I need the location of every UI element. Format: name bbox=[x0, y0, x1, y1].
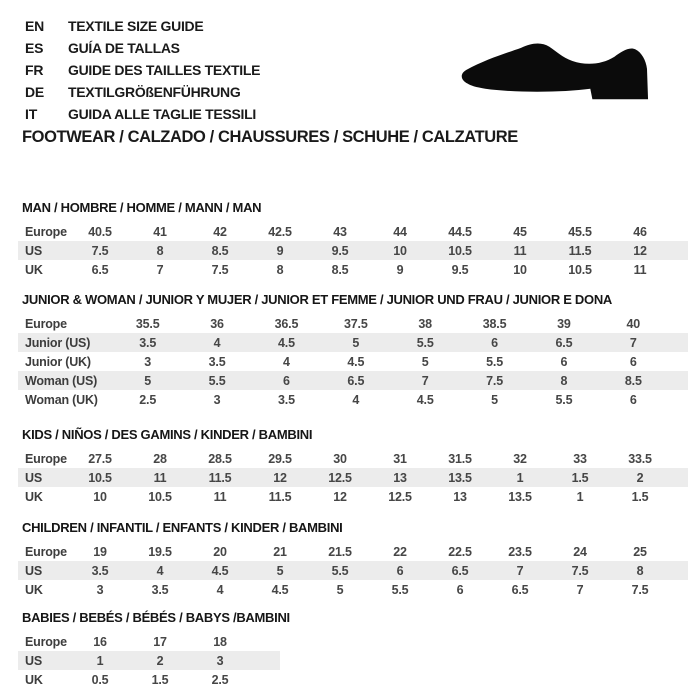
size-value: 3 bbox=[144, 354, 152, 369]
row-label: US bbox=[25, 243, 42, 258]
table-header-row bbox=[18, 542, 688, 561]
size-value: 32 bbox=[513, 451, 527, 466]
language-title: TEXTILE SIZE GUIDE bbox=[68, 18, 204, 34]
row-label: Europe bbox=[25, 451, 67, 466]
row-pad bbox=[670, 241, 688, 260]
language-code: DE bbox=[25, 84, 45, 100]
size-value: 4 bbox=[216, 582, 224, 597]
size-value: 9 bbox=[396, 262, 404, 277]
size-value: 31 bbox=[393, 451, 407, 466]
size-value: 2.5 bbox=[211, 672, 229, 687]
size-value: 3.5 bbox=[278, 392, 295, 407]
size-value: 13 bbox=[453, 489, 467, 504]
size-value: 19.5 bbox=[148, 544, 172, 559]
row-pad bbox=[250, 670, 280, 689]
row-pad bbox=[250, 632, 280, 651]
size-value: 22 bbox=[393, 544, 407, 559]
language-row-it bbox=[25, 103, 260, 125]
size-value: 10.5 bbox=[448, 243, 472, 258]
size-value: 6 bbox=[560, 354, 568, 369]
size-value: 13 bbox=[393, 470, 407, 485]
size-value: 5 bbox=[144, 373, 152, 388]
size-value: 3.5 bbox=[208, 354, 226, 369]
size-value: 8 bbox=[560, 373, 568, 388]
row-label: Europe bbox=[25, 634, 67, 649]
size-value: 10.5 bbox=[568, 262, 592, 277]
section-title-junior: JUNIOR & WOMAN / JUNIOR Y MUJER / JUNIOR ET FEMME / JUNIOR UND FRAU / JUNIOR E DONA bbox=[22, 292, 613, 307]
section-title-kids: KIDS / NIÑOS / DES GAMINS / KINDER / BAMBINI bbox=[22, 427, 313, 442]
size-value: 4 bbox=[283, 354, 290, 369]
size-section-junior bbox=[18, 292, 688, 409]
table-header-row bbox=[18, 222, 688, 241]
size-value: 45.5 bbox=[568, 224, 592, 239]
row-label: US bbox=[25, 470, 42, 485]
size-value: 42 bbox=[213, 224, 227, 239]
size-value: 12 bbox=[273, 470, 287, 485]
row-label: Europe bbox=[25, 316, 67, 331]
size-value: 4 bbox=[213, 335, 221, 350]
size-value: 6 bbox=[396, 563, 404, 578]
size-value: 6.5 bbox=[555, 335, 573, 350]
table-row bbox=[18, 333, 688, 352]
size-value: 36 bbox=[210, 316, 224, 331]
size-value: 38 bbox=[418, 316, 432, 331]
size-value: 18 bbox=[213, 634, 227, 649]
size-value: 6.5 bbox=[451, 563, 469, 578]
size-value: 3 bbox=[213, 392, 221, 407]
size-value: 11 bbox=[633, 262, 647, 277]
row-pad bbox=[250, 651, 280, 670]
language-code: FR bbox=[25, 62, 44, 78]
row-label: Europe bbox=[25, 224, 67, 239]
size-value: 6 bbox=[491, 335, 498, 350]
row-label: UK bbox=[25, 489, 43, 504]
size-value: 23.5 bbox=[508, 544, 532, 559]
row-pad bbox=[668, 352, 688, 371]
size-value: 9.5 bbox=[451, 262, 469, 277]
language-row-es bbox=[25, 37, 260, 59]
size-value: 38.5 bbox=[482, 316, 507, 331]
size-value: 16 bbox=[93, 634, 107, 649]
row-label: UK bbox=[25, 262, 43, 277]
size-value: 28 bbox=[153, 451, 167, 466]
size-value: 3 bbox=[96, 582, 104, 597]
size-value: 5.5 bbox=[331, 563, 349, 578]
table-row bbox=[18, 352, 688, 371]
size-value: 24 bbox=[573, 544, 587, 559]
language-title: GUÍA DE TALLAS bbox=[68, 40, 180, 56]
size-value: 3 bbox=[216, 653, 224, 668]
size-value: 29.5 bbox=[268, 451, 292, 466]
size-value: 8.5 bbox=[331, 262, 349, 277]
size-value: 39 bbox=[557, 316, 571, 331]
row-pad bbox=[670, 468, 688, 487]
size-value: 30 bbox=[333, 451, 347, 466]
table-row bbox=[18, 651, 280, 670]
size-value: 4.5 bbox=[271, 582, 289, 597]
size-value: 12.5 bbox=[328, 470, 352, 485]
table-header-row bbox=[18, 449, 688, 468]
size-value: 5.5 bbox=[391, 582, 409, 597]
size-value: 44.5 bbox=[448, 224, 472, 239]
row-pad bbox=[670, 580, 688, 599]
row-pad bbox=[668, 333, 688, 352]
size-value: 4 bbox=[156, 563, 164, 578]
table-row bbox=[18, 260, 688, 279]
section-title-babies: BABIES / BEBÉS / BÉBÉS / BABYS /BAMBINI bbox=[22, 610, 290, 625]
size-value: 17 bbox=[153, 634, 167, 649]
size-value: 7 bbox=[516, 563, 524, 578]
size-value: 11 bbox=[153, 470, 167, 485]
size-value: 1 bbox=[516, 470, 524, 485]
size-value: 5.5 bbox=[486, 354, 503, 369]
size-value: 4 bbox=[352, 392, 360, 407]
row-label: Junior (UK) bbox=[25, 354, 91, 369]
size-value: 4.5 bbox=[416, 392, 434, 407]
size-value: 11 bbox=[213, 489, 227, 504]
table-row bbox=[18, 670, 280, 689]
row-pad bbox=[670, 487, 688, 506]
language-title: TEXTILGRÖßENFÜHRUNG bbox=[68, 84, 241, 100]
size-value: 2.5 bbox=[139, 392, 157, 407]
size-value: 8 bbox=[636, 563, 644, 578]
size-value: 21.5 bbox=[328, 544, 352, 559]
row-label: Junior (US) bbox=[25, 335, 91, 350]
size-value: 10.5 bbox=[148, 489, 172, 504]
row-pad bbox=[670, 449, 688, 468]
size-value: 5 bbox=[336, 582, 344, 597]
size-value: 11.5 bbox=[268, 489, 292, 504]
size-section-children bbox=[18, 520, 688, 599]
row-pad bbox=[670, 260, 688, 279]
dress-shoe-icon bbox=[458, 34, 668, 110]
size-value: 9 bbox=[276, 243, 284, 258]
size-value: 10 bbox=[93, 489, 107, 504]
row-label: UK bbox=[25, 582, 43, 597]
language-row-de bbox=[25, 81, 260, 103]
table-row bbox=[18, 487, 688, 506]
size-value: 40 bbox=[626, 316, 641, 331]
row-label: US bbox=[25, 653, 42, 668]
size-value: 9.5 bbox=[331, 243, 349, 258]
size-value: 10 bbox=[513, 262, 527, 277]
size-value: 8 bbox=[276, 262, 284, 277]
table-row bbox=[18, 580, 688, 599]
category-title: FOOTWEAR / CALZADO / CHAUSSURES / SCHUHE / CALZATURE bbox=[22, 128, 518, 146]
size-value: 5 bbox=[421, 354, 429, 369]
size-value: 1 bbox=[576, 489, 584, 504]
size-value: 6 bbox=[283, 373, 290, 388]
size-value: 7 bbox=[421, 373, 429, 388]
size-value: 1.5 bbox=[571, 470, 589, 485]
size-value: 6.5 bbox=[511, 582, 529, 597]
language-code: ES bbox=[25, 40, 44, 56]
size-value: 31.5 bbox=[448, 451, 472, 466]
size-section-kids bbox=[18, 427, 688, 506]
size-value: 3.5 bbox=[91, 563, 109, 578]
size-value: 10.5 bbox=[88, 470, 112, 485]
size-value: 7.5 bbox=[571, 563, 589, 578]
size-value: 33 bbox=[573, 451, 587, 466]
size-table-man bbox=[18, 222, 688, 279]
size-value: 35.5 bbox=[135, 316, 160, 331]
language-code: IT bbox=[25, 106, 38, 122]
table-row bbox=[18, 241, 688, 260]
size-value: 3.5 bbox=[151, 582, 169, 597]
size-table-kids bbox=[18, 449, 688, 506]
size-value: 8.5 bbox=[624, 373, 642, 388]
table-row bbox=[18, 468, 688, 487]
table-header-row bbox=[18, 314, 688, 333]
size-table-babies bbox=[18, 632, 280, 689]
size-value: 6.5 bbox=[91, 262, 109, 277]
section-title-man: MAN / HOMBRE / HOMME / MANN / MAN bbox=[22, 200, 262, 215]
size-value: 6.5 bbox=[347, 373, 365, 388]
size-value: 1 bbox=[96, 653, 104, 668]
row-pad bbox=[668, 390, 688, 409]
size-value: 20 bbox=[213, 544, 227, 559]
size-value: 21 bbox=[273, 544, 287, 559]
size-value: 3.5 bbox=[139, 335, 157, 350]
row-pad bbox=[670, 542, 688, 561]
language-code: EN bbox=[25, 18, 45, 34]
size-value: 45 bbox=[513, 224, 527, 239]
size-value: 1.5 bbox=[631, 489, 649, 504]
size-value: 12 bbox=[633, 243, 647, 258]
size-value: 22.5 bbox=[448, 544, 472, 559]
row-label: Woman (UK) bbox=[25, 392, 98, 407]
table-header-row bbox=[18, 632, 280, 651]
size-value: 4.5 bbox=[278, 335, 295, 350]
size-section-man bbox=[18, 200, 688, 279]
size-value: 5.5 bbox=[208, 373, 226, 388]
row-pad bbox=[668, 314, 688, 333]
language-title: GUIDA ALLE TAGLIE TESSILI bbox=[68, 106, 256, 122]
language-title: GUIDE DES TAILLES TEXTILE bbox=[68, 62, 261, 78]
size-value: 2 bbox=[636, 470, 644, 485]
size-value: 11.5 bbox=[208, 470, 232, 485]
size-value: 44 bbox=[393, 224, 407, 239]
size-value: 5 bbox=[491, 392, 498, 407]
size-value: 43 bbox=[333, 224, 347, 239]
row-pad bbox=[670, 561, 688, 580]
language-row-fr bbox=[25, 59, 260, 81]
table-row bbox=[18, 390, 688, 409]
size-value: 6 bbox=[456, 582, 464, 597]
size-table-junior bbox=[18, 314, 688, 409]
size-value: 4.5 bbox=[347, 354, 365, 369]
size-value: 12 bbox=[333, 489, 347, 504]
size-value: 41 bbox=[153, 224, 167, 239]
size-value: 7.5 bbox=[486, 373, 503, 388]
row-label: Woman (US) bbox=[25, 373, 98, 388]
row-label: Europe bbox=[25, 544, 67, 559]
size-value: 5.5 bbox=[555, 392, 573, 407]
size-value: 46 bbox=[633, 224, 647, 239]
size-section-babies bbox=[18, 610, 290, 689]
size-value: 7 bbox=[629, 335, 637, 350]
size-value: 13.5 bbox=[448, 470, 472, 485]
size-value: 8.5 bbox=[211, 243, 229, 258]
size-value: 5 bbox=[276, 563, 284, 578]
language-title-list bbox=[25, 15, 260, 125]
size-value: 11 bbox=[513, 243, 527, 258]
size-value: 7.5 bbox=[211, 262, 229, 277]
section-title-children: CHILDREN / INFANTIL / ENFANTS / KINDER / BAMBINI bbox=[22, 520, 343, 535]
size-value: 6 bbox=[629, 354, 637, 369]
size-value: 6 bbox=[629, 392, 637, 407]
row-label: US bbox=[25, 563, 42, 578]
size-value: 27.5 bbox=[88, 451, 112, 466]
size-value: 25 bbox=[633, 544, 647, 559]
row-pad bbox=[670, 222, 688, 241]
size-value: 2 bbox=[156, 653, 164, 668]
row-pad bbox=[668, 371, 688, 390]
size-value: 10 bbox=[393, 243, 407, 258]
size-value: 7.5 bbox=[631, 582, 649, 597]
size-value: 7 bbox=[156, 262, 164, 277]
row-label: UK bbox=[25, 672, 43, 687]
size-value: 4.5 bbox=[211, 563, 229, 578]
size-value: 13.5 bbox=[508, 489, 532, 504]
size-value: 37.5 bbox=[344, 316, 368, 331]
size-value: 7.5 bbox=[91, 243, 109, 258]
size-value: 5.5 bbox=[416, 335, 434, 350]
size-value: 11.5 bbox=[568, 243, 592, 258]
size-value: 7 bbox=[576, 582, 584, 597]
size-value: 36.5 bbox=[274, 316, 299, 331]
table-row bbox=[18, 561, 688, 580]
size-value: 40.5 bbox=[88, 224, 112, 239]
language-row-en bbox=[25, 15, 260, 37]
size-value: 33.5 bbox=[628, 451, 652, 466]
size-value: 5 bbox=[352, 335, 360, 350]
size-value: 8 bbox=[156, 243, 164, 258]
size-value: 1.5 bbox=[151, 672, 169, 687]
size-table-children bbox=[18, 542, 688, 599]
size-value: 19 bbox=[93, 544, 107, 559]
size-value: 12.5 bbox=[388, 489, 412, 504]
size-value: 0.5 bbox=[91, 672, 109, 687]
size-value: 42.5 bbox=[268, 224, 292, 239]
size-value: 28.5 bbox=[208, 451, 232, 466]
table-row bbox=[18, 371, 688, 390]
